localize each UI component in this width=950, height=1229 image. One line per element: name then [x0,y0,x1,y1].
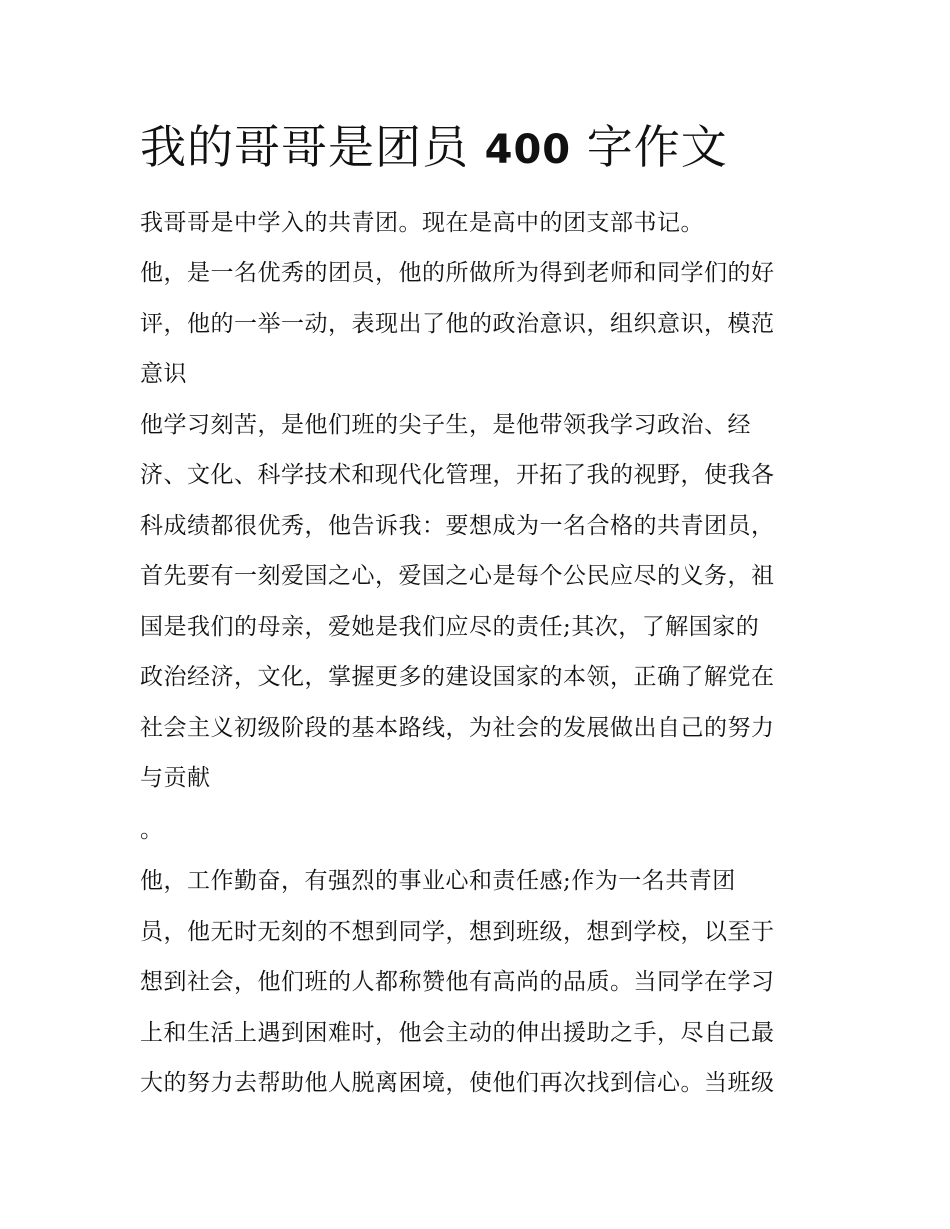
title-text-before: 我的哥哥是团员 [140,120,469,174]
text-line: 他学习刻苦，是他们班的尖子生，是他带领我学习政治、经 [140,412,751,438]
text-line: 上和生活上遇到困难时，他会主动的伸出援助之手，尽自己最 [140,1020,775,1046]
text-line: 大的努力去帮助他人脱离困境，使他们再次找到信心。当班级 [140,1070,775,1096]
text-line: 社会主义初级阶段的基本路线，为社会的发展做出自己的努力 [140,715,775,741]
text-line: 国是我们的母亲，爱她是我们应尽的责任;其次，了解国家的 [140,614,760,640]
text-line: 首先要有一刻爱国之心，爱国之心是每个公民应尽的义务，祖 [140,563,775,589]
title-number: 400 [484,127,572,173]
title-text-after: 字作文 [586,120,728,174]
text-line: 意识 [140,361,187,387]
text-line: 想到社会，他们班的人都称赞他有高尚的品质。当同学在学习 [140,969,775,995]
text-line: 与贡献 [140,765,211,791]
text-line: 。 [140,817,164,843]
text-line: 济、文化、科学技术和现代化管理，开拓了我的视野，使我各 [140,462,775,488]
text-line: 政治经济，文化，掌握更多的建设国家的本领，正确了解党在 [140,664,775,690]
text-line: 评，他的一举一动，表现出了他的政治意识，组织意识，模范 [140,311,775,337]
page-title [140,116,728,181]
text-line: 他，是一名优秀的团员，他的所做所为得到老师和同学们的好 [140,260,775,286]
text-line: 科成绩都很优秀，他告诉我：要想成为一名合格的共青团员， [140,513,775,539]
text-line: 他，工作勤奋，有强烈的事业心和责任感;作为一名共青团 [140,868,736,894]
text-line: 我哥哥是中学入的共青团。现在是高中的团支部书记。 [140,210,704,236]
text-line: 员，他无时无刻的不想到同学，想到班级，想到学校，以至于 [140,919,775,945]
